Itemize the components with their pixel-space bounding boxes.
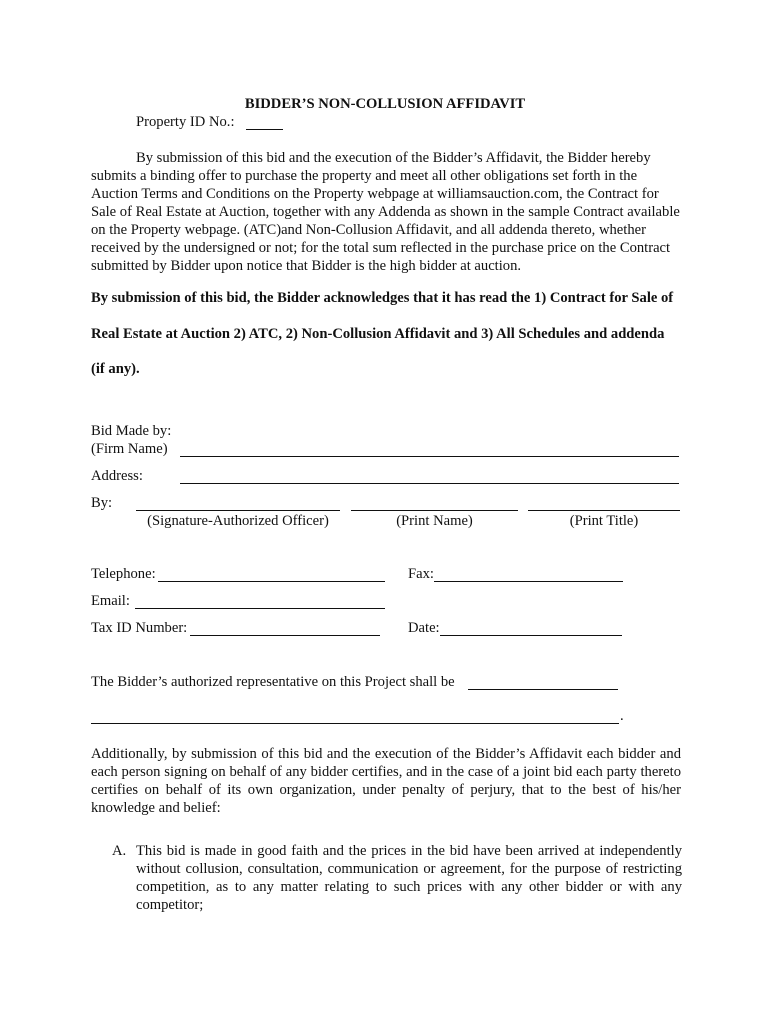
representative-period: . <box>620 708 624 724</box>
intro-paragraph: By submission of this bid and the execution of the Bidder’s Affidavit, the Bidder hereby submits a binding offer to purchase the property and meet all other obligations set forth in the Auction Terms and Conditions on the Property webpage at williamsauction.com, the Contract for Sale of Real Estate at Auction, together with any Addenda as shown in the sample Contract available on the Property webpage. (ATC)and Non-Collusion Affidavit, and all addenda thereto, whether received by the undersigned or not; for the total sum reflected in the purchase price on the Contract submitted by Bidder upon notice that Bidder is the high bidder at auction. <box>91 150 680 274</box>
email-label: Email: <box>91 593 130 609</box>
print-title-caption: (Print Title) <box>569 513 639 529</box>
firm-name-label: (Firm Name) <box>91 441 168 457</box>
bid-made-by-label: Bid Made by: <box>91 423 172 439</box>
list-item-marker: A. <box>112 843 127 859</box>
list-item <box>112 842 682 914</box>
list-item-text: This bid is made in good faith and the prices in the bid have been arrived at independently without collusion, consultation, communication or agreement, for the purpose of restricting competition, as to any matter relating to such prices with any other bidder or with any competitor; <box>136 843 682 913</box>
property-id-field[interactable] <box>246 129 283 130</box>
telephone-label: Telephone: <box>91 566 156 582</box>
representative-field[interactable] <box>468 689 618 690</box>
document-title: BIDDER’S NON-COLLUSION AFFIDAVIT <box>244 96 526 112</box>
email-field[interactable] <box>135 608 385 609</box>
additional-paragraph: Additionally, by submission of this bid and the execution of the Bidder’s Affidavit each bidder and each person signing on behalf of any bidder certifies, and in the case of a joint bid each party thereto certifies on behalf of its own organization, under penalty of perjury, that to the best of his/her knowledge and belief: <box>91 746 681 816</box>
print-name-field[interactable] <box>351 510 518 511</box>
print-title-field[interactable] <box>528 510 680 511</box>
telephone-field[interactable] <box>158 581 385 582</box>
representative-field-continued[interactable] <box>91 723 619 724</box>
tax-id-field[interactable] <box>190 635 380 636</box>
fax-label: Fax: <box>408 566 434 582</box>
signature-field[interactable] <box>136 510 340 511</box>
date-field[interactable] <box>440 635 622 636</box>
by-label: By: <box>91 495 113 511</box>
fax-field[interactable] <box>434 581 623 582</box>
representative-label: The Bidder’s authorized representative on this Project shall be <box>91 674 455 690</box>
signature-caption: (Signature-Authorized Officer) <box>147 513 329 529</box>
print-name-caption: (Print Name) <box>396 513 473 529</box>
address-label: Address: <box>91 468 143 484</box>
acknowledgement-paragraph: By submission of this bid, the Bidder acknowledges that it has read the 1) Contract for Sale of Real Estate at Auction 2) ATC, 2) Non-Collusion Affidavit and 3) All Schedules and addenda (if any). <box>91 290 674 377</box>
address-field[interactable] <box>180 483 679 484</box>
date-label: Date: <box>408 620 440 636</box>
property-id-label: Property ID No.: <box>136 114 235 130</box>
tax-id-label: Tax ID Number: <box>91 620 188 636</box>
firm-name-field[interactable] <box>180 456 679 457</box>
